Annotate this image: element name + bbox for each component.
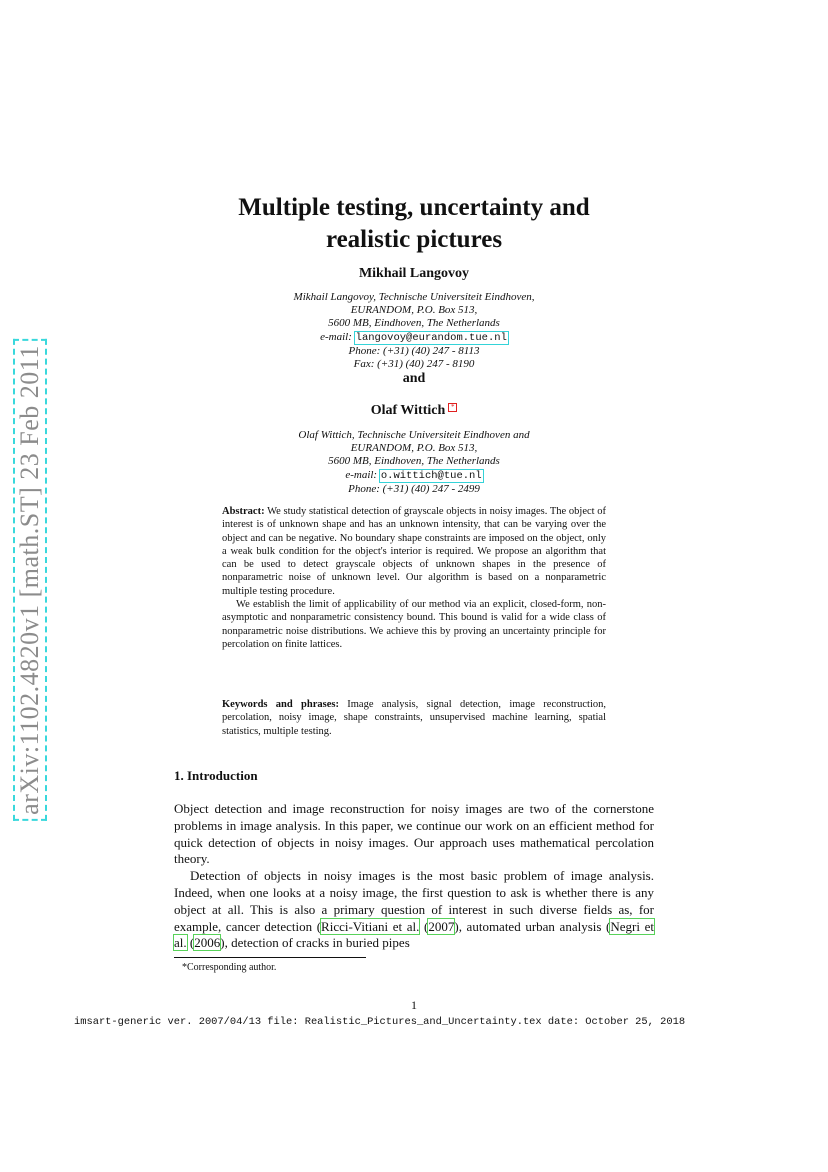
footnote-marker-link[interactable]: * xyxy=(448,403,457,412)
intro-paragraph-1: Object detection and image reconstruction for noisy images are two of the cornerstone problems in image analysis. In this paper, we continue our work on an efficient method for quick detection of objects in noisy images. Our approach uses mathematical percolation theory. xyxy=(174,801,654,867)
citation-negri-year[interactable]: 2006 xyxy=(194,935,221,951)
citation-ricci-vitiani-author[interactable]: Ricci-Vitiani et al. xyxy=(321,918,420,934)
author2-affil-line3: 5600 MB, Eindhoven, The Netherlands xyxy=(328,455,500,468)
section-heading-introduction: 1. Introduction xyxy=(174,768,258,783)
author1-fax: Fax: (+31) (40) 247 - 8190 xyxy=(353,358,475,371)
abstract-paragraph-2: We establish the limit of applicability of our method via an explicit, closed-form, non-asymptotic and nonparametric consistency bound. This bound is valid for a wide class of nonparametric noise distributions. We achieve this by proving an uncertainty principle for percolation on finite lattices. xyxy=(222,599,606,650)
author2-affil-line2: EURANDOM, P.O. Box 513, xyxy=(350,442,478,455)
author1-affil-line1: Mikhail Langovoy, Technische Universiteit Eindhoven, xyxy=(293,291,535,303)
author2-affil-line1: Olaf Wittich, Technische Universiteit Eindhoven and xyxy=(298,429,530,441)
author1-email-link[interactable]: langovoy@eurandom.tue.nl xyxy=(355,331,507,344)
citation-negri-author[interactable]: Negri et al. xyxy=(174,918,654,951)
author2-affiliation xyxy=(0,429,828,496)
page-footer: imsart-generic ver. 2007/04/13 file: Realistic_Pictures_and_Uncertainty.tex date: October 25, 2018 xyxy=(74,1016,686,1028)
author2-email-link[interactable]: o.wittich@tue.nl xyxy=(380,469,482,482)
and-separator: and xyxy=(402,371,426,386)
citation-ricci-vitiani-year[interactable]: 2007 xyxy=(428,918,455,934)
abstract-text-1: We study statistical detection of grayscale objects in noisy images. The object of interest is of unknown shape and has an unknown intensity, that can be varying over the object and can be negative. No boundary shape constraints are imposed on the object, only a weak bulk condition for the object's interior is required. We propose an algorithm that can be used to detect grayscale objects of unknown shapes in the presence of nonparametric noise of unknown level. Our algorithm is based on a nonparametric multiple testing procedure. xyxy=(222,506,607,597)
footnote: *Corresponding author. xyxy=(182,962,277,973)
email-label: e-mail: xyxy=(345,468,378,481)
author1-email-line xyxy=(0,331,828,345)
introduction-body xyxy=(174,801,654,952)
abstract xyxy=(222,505,606,651)
arxiv-id-stamp[interactable]: arXiv:1102.4820v1 [math.ST] 23 Feb 2011 xyxy=(15,341,45,819)
paper-title xyxy=(0,192,828,256)
author2-phone: Phone: (+31) (40) 247 - 2499 xyxy=(348,482,480,495)
abstract-paragraph-1 xyxy=(222,505,606,598)
intro-paragraph-2: Detection of objects in noisy images is the most basic problem of image analysis. Indeed, when one looks at a noisy image, the first question to ask is whether there is any object at all. This is also a primary question of interest in such diverse fields as, for example, cancer detection (Ricci-Vitiani et al. (2007), automated urban analysis (Negri et al. (2006), detection of cracks in buried pipes xyxy=(174,868,654,951)
author1-affiliation xyxy=(0,291,828,371)
title-line-2: realistic pictures xyxy=(325,226,503,253)
keywords xyxy=(222,698,606,738)
abstract-label: Abstract: xyxy=(222,506,265,517)
author1-affil-line2: EURANDOM, P.O. Box 513, xyxy=(350,304,478,317)
intro-text-c: ), detection of cracks in buried pipes xyxy=(220,935,410,951)
intro-text-a: Detection of objects in noisy images is the most basic problem of image analysis. Indeed, when one looks at a noisy image, the first question to ask is whether there is any object at all. This is also a primary question of interest in such diverse fields as, for example, cancer detection ( xyxy=(174,868,654,934)
author2-email-line xyxy=(0,469,828,483)
author2-heading xyxy=(0,403,828,419)
keywords-text: Image analysis, signal detection, image reconstruction, percolation, noisy image, shape constraints, unsupervised machine learning, spatial statistics, multiple testing. xyxy=(222,699,606,737)
author2-name: Olaf Wittich xyxy=(370,403,446,418)
footnote-rule xyxy=(174,957,366,958)
keywords-label: Keywords and phrases: xyxy=(222,699,339,710)
author1-name: Mikhail Langovoy xyxy=(358,266,470,281)
title-line-1: Multiple testing, uncertainty and xyxy=(238,194,590,221)
intro-text-b: ), automated urban analysis ( xyxy=(454,918,611,934)
page-number: 1 xyxy=(411,998,417,1012)
email-label: e-mail: xyxy=(320,330,352,343)
author1-phone: Phone: (+31) (40) 247 - 8113 xyxy=(348,344,480,357)
author1-affil-line3: 5600 MB, Eindhoven, The Netherlands xyxy=(328,317,500,330)
